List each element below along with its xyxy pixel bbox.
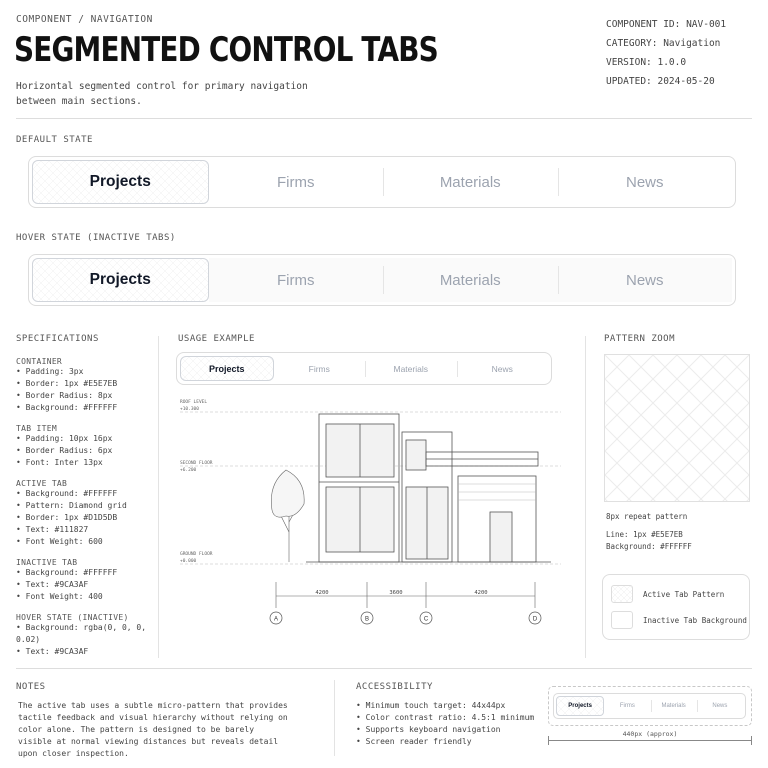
- meta-version: VERSION: 1.0.0: [606, 57, 687, 68]
- level-roof-value: +10.300: [180, 407, 199, 412]
- tab-firms[interactable]: Firms: [277, 271, 315, 289]
- level-second-name: SECOND FLOOR: [180, 461, 213, 466]
- pattern-zoom-label: PATTERN ZOOM: [604, 334, 676, 344]
- tab-news[interactable]: News: [457, 356, 549, 381]
- a11y-item: • Supports keyboard navigation: [356, 725, 501, 734]
- header-divider: [16, 118, 752, 119]
- pattern-background-spec: Background: #FFFFFF: [606, 542, 692, 551]
- spec-line: • Border Radius: 6px: [16, 446, 113, 455]
- inactive-background-swatch: [611, 611, 633, 629]
- spec-line: • Border: 1px #E5E7EB: [16, 379, 118, 388]
- tab-materials[interactable]: Materials: [651, 696, 697, 716]
- size-dimension-line: [548, 740, 752, 741]
- spec-line: • Text: #111827: [16, 525, 89, 534]
- spec-line: • Background: #FFFFFF: [16, 403, 118, 412]
- size-note: [548, 730, 752, 738]
- meta-category: CATEGORY: Navigation: [606, 38, 721, 49]
- page-title: SEGMENTED CONTROL TABS: [14, 30, 438, 70]
- component-meta: [606, 15, 726, 91]
- notes-text: The active tab uses a subtle micro-pattern that provides tactile feedback and visual hierarchy without relying on color alone. The pattern is designed to be barely visible at normal viewing distances but reveals detail upon closer inspection.: [18, 701, 288, 758]
- specifications-list: [16, 347, 156, 658]
- spec-line: • Text: #9CA3AF: [16, 580, 89, 589]
- dimension-1: 4200: [315, 590, 329, 596]
- segmented-control-usage: [176, 352, 552, 385]
- tab-materials[interactable]: Materials: [383, 258, 558, 302]
- column-divider: [158, 336, 159, 658]
- grid-marker-c: C: [423, 616, 429, 623]
- column-divider: [585, 336, 586, 658]
- a11y-item: • Screen reader friendly: [356, 737, 472, 746]
- spec-line: • Background: #FFFFFF: [16, 489, 118, 498]
- tab-news[interactable]: News: [558, 258, 733, 302]
- spec-line: • Padding: 3px: [16, 367, 84, 376]
- tab-firms[interactable]: Firms: [619, 703, 635, 709]
- level-roof-name: ROOF LEVEL: [180, 400, 208, 405]
- default-state-label: DEFAULT STATE: [16, 135, 93, 145]
- level-second-value: +6.200: [180, 468, 197, 473]
- tab-projects[interactable]: Projects: [556, 696, 604, 716]
- dimension-3: 4200: [474, 590, 488, 596]
- architectural-elevation-drawing: [176, 392, 568, 632]
- tab-projects[interactable]: Projects: [180, 356, 274, 381]
- breadcrumb: COMPONENT / NAVIGATION: [16, 14, 153, 25]
- pattern-line-spec: Line: 1px #E5E7EB: [606, 530, 683, 539]
- level-ground-name: GROUND FLOOR: [180, 552, 213, 557]
- tab-firms[interactable]: Firms: [308, 363, 330, 374]
- grid-marker-a: A: [273, 616, 279, 623]
- tab-projects[interactable]: Projects: [32, 160, 209, 204]
- spec-line: • Font Weight: 400: [16, 592, 103, 601]
- dimension-2: 3600: [389, 590, 403, 596]
- footer-divider: [16, 668, 752, 669]
- spec-line: • Border Radius: 8px: [16, 391, 113, 400]
- grid-marker-b: B: [364, 616, 370, 623]
- legend-active-label: Active Tab Pattern: [643, 590, 725, 599]
- spec-group-title: HOVER STATE (INACTIVE): [16, 613, 129, 622]
- spec-line: • Background: rgba(0, 0, 0, 0.02): [16, 623, 147, 644]
- spec-line: • Background: #FFFFFF: [16, 568, 118, 577]
- spec-line: • Text: #9CA3AF: [16, 647, 89, 656]
- pattern-legend: [602, 574, 750, 640]
- grid-marker-d: D: [532, 616, 538, 623]
- size-note-text: 440px (approx): [620, 730, 681, 738]
- segmented-control-mini: [553, 693, 746, 719]
- spec-line: • Border: 1px #D1D5DB: [16, 513, 118, 522]
- tab-projects[interactable]: Projects: [32, 258, 209, 302]
- spec-line: • Font Weight: 600: [16, 537, 103, 546]
- hover-state-label: HOVER STATE (INACTIVE TABS): [16, 233, 176, 243]
- tab-firms[interactable]: Firms: [277, 173, 315, 191]
- a11y-item: • Minimum touch target: 44x44px: [356, 701, 506, 710]
- spec-group-title: TAB ITEM: [16, 424, 57, 433]
- segmented-control-hover: [28, 254, 736, 306]
- usage-example-label: USAGE EXAMPLE: [178, 334, 255, 344]
- tab-news[interactable]: News: [697, 696, 743, 716]
- level-ground-value: +0.000: [180, 559, 197, 564]
- tab-materials[interactable]: Materials: [383, 160, 558, 204]
- active-pattern-swatch: [611, 585, 633, 603]
- meta-component-id: COMPONENT ID: NAV-001: [606, 19, 727, 30]
- column-divider: [334, 680, 335, 756]
- spec-line: • Font: Inter 13px: [16, 458, 103, 467]
- meta-updated: UPDATED: 2024-05-20: [606, 76, 715, 87]
- legend-inactive-label: Inactive Tab Background: [643, 616, 747, 625]
- spec-group-title: INACTIVE TAB: [16, 558, 78, 567]
- pattern-caption: 8px repeat pattern: [606, 512, 688, 521]
- page-subtitle: Horizontal segmented control for primary navigation between main sections.: [16, 81, 308, 107]
- accessibility-list: [356, 700, 534, 748]
- spec-line: • Padding: 10px 16px: [16, 434, 113, 443]
- spec-group-title: CONTAINER: [16, 357, 63, 366]
- spec-line: • Pattern: Diamond grid: [16, 501, 127, 510]
- tab-materials[interactable]: Materials: [365, 356, 457, 381]
- accessibility-label: ACCESSIBILITY: [356, 682, 433, 692]
- specifications-label: SPECIFICATIONS: [16, 334, 99, 344]
- spec-group-title: ACTIVE TAB: [16, 479, 68, 488]
- a11y-item: • Color contrast ratio: 4.5:1 minimum: [356, 713, 535, 722]
- notes-label: NOTES: [16, 682, 46, 692]
- tab-news[interactable]: News: [558, 160, 733, 204]
- pattern-zoom-preview: [604, 354, 750, 502]
- segmented-control-default: [28, 156, 736, 208]
